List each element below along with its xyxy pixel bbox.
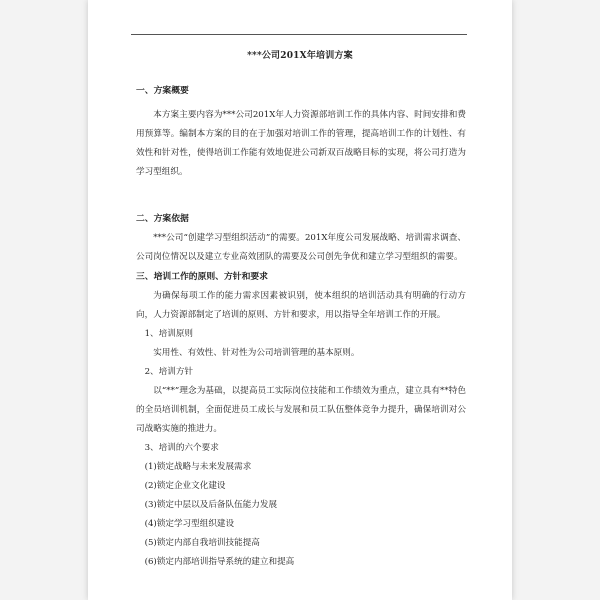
document-body [136, 84, 466, 572]
section-heading-overview: 一、方案概要 [136, 86, 189, 96]
document-page [88, 0, 512, 600]
document-title: ***公司201X年培训方案 [247, 51, 353, 61]
sub-heading-requirements: 3、培训的六个要求 [144, 443, 219, 453]
sub-heading-principle: 1、培训原则 [144, 329, 194, 339]
section-heading-principles: 三、培训工作的原则、方针和要求 [136, 272, 268, 282]
requirement-item: (4)锁定学习型组织建设 [144, 519, 235, 529]
requirement-item: (2)锁定企业文化建设 [144, 481, 226, 491]
requirement-item: (1)锁定战略与未来发展需求 [144, 462, 252, 472]
sub-heading-policy: 2、培训方针 [144, 367, 194, 377]
basis-paragraph: ***公司“创建学习型组织活动”的需要。201X年度公司发展战略、培训需求调查、公司岗位情况以及建立专业高效团队的需要及公司创先争优和建立学习型组织的需要。 [136, 233, 466, 262]
header-rule [131, 34, 467, 35]
policy-text: 以“**”理念为基础，以提高员工实际岗位技能和工作绩效为重点，建立具有**特色的全员培训机制，全面促进员工成长与发展和员工队伍整体竞争力提升，确保培训对公司战略实施的推进力。 [136, 386, 466, 434]
principles-paragraph: 为确保每项工作的能力需求因素被识别，使本组织的培训活动具有明确的行动方向，人力资源部制定了培训的原则、方针和要求，用以指导全年培训工作的开展。 [136, 291, 466, 320]
requirement-item: (6)锁定内部培训指导系统的建立和提高 [144, 557, 295, 567]
requirement-item: (5)锁定内部自我培训技能提高 [144, 538, 260, 548]
section-heading-basis: 二、方案依据 [136, 214, 189, 224]
requirement-item: (3)锁定中层以及后备队伍能力发展 [144, 500, 278, 510]
principle-text: 实用性、有效性、针对性为公司培训管理的基本原则。 [153, 348, 360, 358]
overview-paragraph: 本方案主要内容为***公司201X年人力资源部培训工作的具体内容、时间安排和费用预算等。编制本方案的目的在于加强对培训工作的管理，提高培训工作的计划性、有效性和针对性，使得培训工作能有效地促进公司新双百战略目标的实现，将公司打造为学习型组织。 [136, 110, 466, 177]
